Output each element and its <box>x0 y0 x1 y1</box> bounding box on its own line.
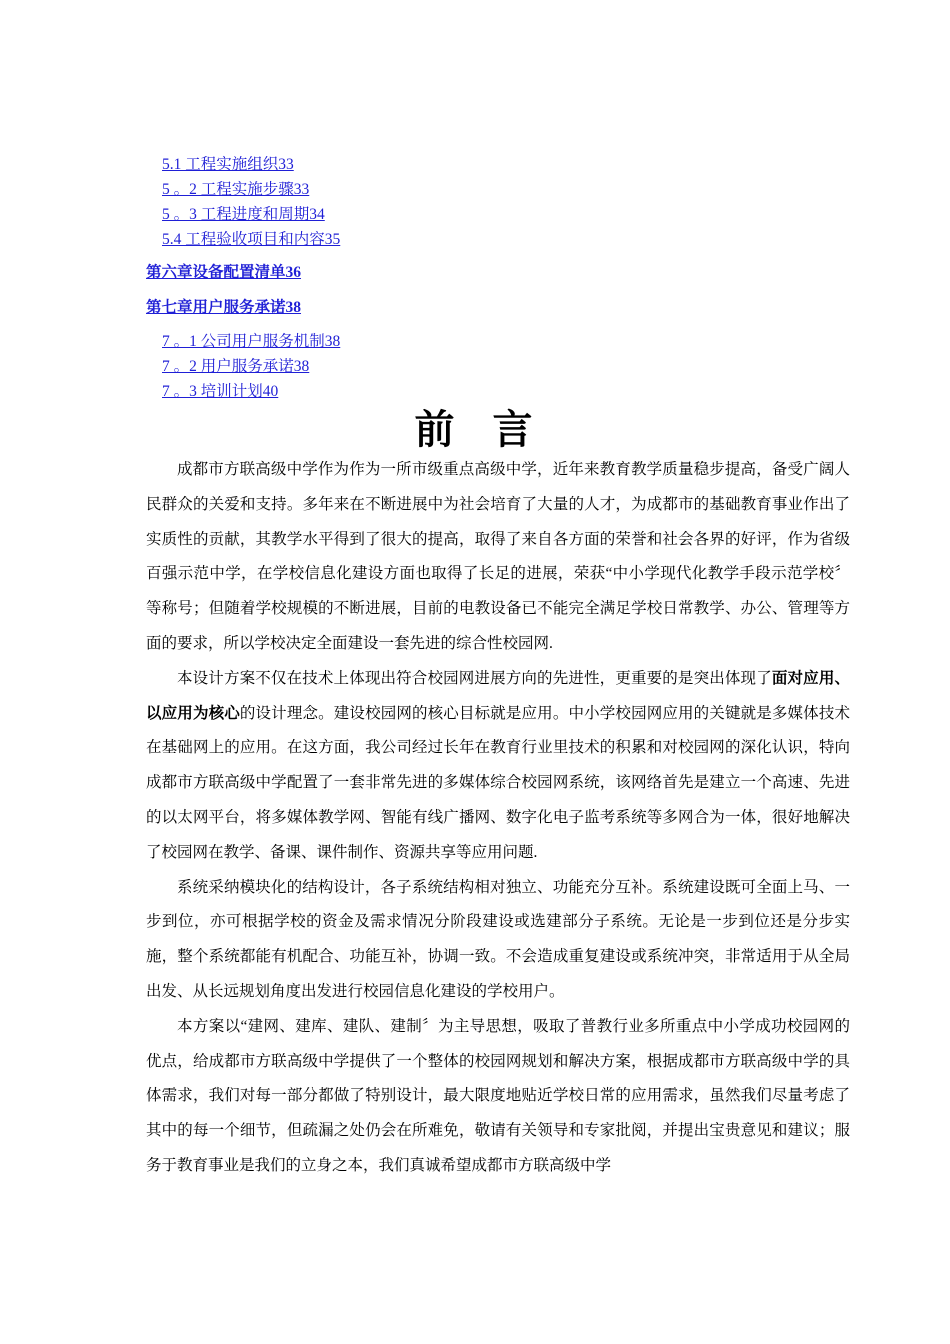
preface-paragraph-4: 本方案以“建网、建库、建队、建制〞为主导思想，吸取了普教行业多所重点中小学成功校园网的优点，给成都市方联高级中学提供了一个整体的校园网规划和解决方案，根据成都市方联高级中学的具体需求，我们对每一部分都做了特别设计，最大限度地贴近学校日常的应用需求，虽然我们尽量考虑了其中的每一个细节，但疏漏之处仍会在所难免，敬请有关领导和专家批阅，并提出宝贵意见和建议；服务于教育事业是我们的立身之本，我们真诚希望成都市方联高级中学 <box>146 1017 850 1174</box>
table-of-contents <box>146 152 850 404</box>
paragraph-2-text-end: 的设计理念。建设校园网的核心目标就是应用。中小学校园网应用的关键就是多媒体技术在基础网上的应用。在这方面，我公司经过长年在教育行业里技术的积累和对校园网的深化认识，特向成都市方联高级中学配置了一套非常先进的多媒体综合校园网系统，该网络首先是建立一个高速、先进的以太网平台，将多媒体教学网、智能有线广播网、数字化电子监考系统等多网合为一体，很好地解决了校园网在教学、备课、课件制作、资源共享等应用问题. <box>146 704 850 861</box>
toc-link-5-3[interactable]: 5 。3 工程进度和周期34 <box>162 206 325 223</box>
toc-link-5-1[interactable]: 5.1 工程实施组织33 <box>162 156 294 173</box>
toc-spacer <box>146 252 850 261</box>
preface-paragraph-1: 成都市方联高级中学作为作为一所市级重点高级中学，近年来教育教学质量稳步提高，备受广阔人民群众的关爱和支持。多年来在不断进展中为社会培育了大量的人才，为成都市的基础教育事业作出了实质性的贡献，其教学水平得到了很大的提高，取得了来自各方面的荣誉和社会各界的好评，作为省级百强示范中学，在学校信息化建设方面也取得了长足的进展，荣获“中小学现代化教学手段示范学校〞等称号；但随着学校规模的不断进展，目前的电教设备已不能完全满足学校日常教学、办公、管理等方面的要求，所以学校决定全面建设一套先进的综合性校园网. <box>146 461 850 652</box>
paragraph-2-text-start: 本设计方案不仅在技术上体现出符合校园网进展方向的先进性，更重要的是突出体现了 <box>177 669 772 687</box>
preface-title: 前言 <box>414 407 571 453</box>
toc-link-7-1[interactable]: 7 。1 公司用户服务机制38 <box>162 333 341 350</box>
toc-link-7-3[interactable]: 7 。3 培训计划40 <box>162 383 279 400</box>
preface-paragraph-3: 系统采纳模块化的结构设计，各子系统结构相对独立、功能充分互补。系统建设既可全面上马、一步到位，亦可根据学校的资金及需求情况分阶段建设或选建部分子系统。无论是一步到位还是分步实施，整个系统都能有机配合、功能互补，协调一致。不会造成重复建设或系统冲突，非常适用于从全局出发、从长远规划角度出发进行校园信息化建设的学校用户。 <box>146 878 850 1000</box>
toc-link-7-2[interactable]: 7 。2 用户服务承诺38 <box>162 358 310 375</box>
toc-link-5-2[interactable]: 5 。2 工程实施步骤33 <box>162 181 310 198</box>
toc-link-chapter-7[interactable]: 第七章用户服务承诺38 <box>146 299 302 316</box>
toc-spacer <box>146 320 850 329</box>
toc-link-chapter-6[interactable]: 第六章设备配置清单36 <box>146 264 302 281</box>
toc-link-5-4[interactable]: 5.4 工程验收项目和内容35 <box>162 231 341 248</box>
preface-body <box>146 453 850 1184</box>
toc-spacer <box>146 285 850 296</box>
paragraph-2-emphasis: 面对应用、以应用为核心 <box>146 669 850 722</box>
preface-paragraph-2 <box>146 662 850 871</box>
